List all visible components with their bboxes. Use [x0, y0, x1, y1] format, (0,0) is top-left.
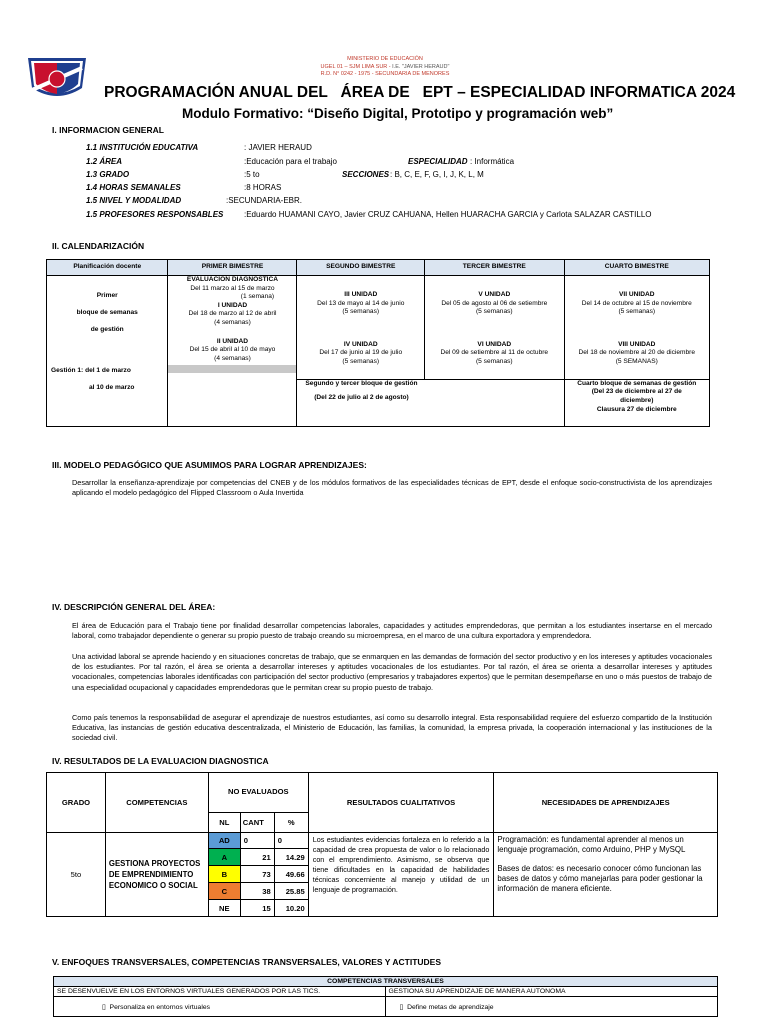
second-bimester-cell — [297, 276, 425, 380]
competency-cell: GESTIONA PROYECTOS DE EMPRENDIMIENTO ECONOMICO O SOCIAL — [105, 833, 208, 917]
info-value: :5 to — [244, 170, 260, 179]
info-label: 1.3 GRADO — [86, 170, 130, 179]
unit-dates: Del 09 de setiembre al 11 de octubre — [440, 349, 549, 357]
qualitative-results: Los estudiantes evidencias fortaleza en lo referido a la capacidad de crea propuesta de valor o lo relacionado con el emprendimiento. Asimismo, se observa que tiene dificultades en la capacidad de habilidades técnicas concerniente al manejo y utilidad de un lenguaje de programación. — [308, 833, 494, 917]
unit-title: I UNIDAD — [217, 301, 248, 309]
header-grado: GRADO — [47, 773, 106, 833]
section-heading-description: IV. DESCRIPCIÓN GENERAL DEL ÁREA: — [52, 602, 216, 612]
level-pct: 14.29 — [274, 849, 308, 866]
info-label: 1.2 ÁREA — [86, 157, 123, 166]
unit-title: IV UNIDAD — [343, 340, 378, 348]
level-count: 73 — [240, 866, 274, 883]
item-text: Define metas de aprendizaje — [407, 1003, 494, 1011]
section-heading-general-info: I. INFORMACION GENERAL — [52, 125, 164, 135]
school-crest-icon — [22, 54, 92, 102]
checkbox-icon: ▯ — [399, 1003, 404, 1011]
description-paragraph-3: Como país tenemos la responsabilidad de asegurar el aprendizaje de nuestros estudiantes, así como su desarrollo integral. Esta responsabilidad requiere del esfuerzo compartido de la Institución Educativa, las instancias de gestión educativa descentralizada, el Ministerio de Educación, las familias, la comunidad, la empresa privada, la cooperación internacional y las instituciones de la sociedad civil. — [72, 713, 712, 743]
level-ne: NE — [208, 900, 240, 917]
calendar-header-cell: PRIMER BIMESTRE — [168, 260, 297, 276]
level-a: A — [208, 849, 240, 866]
unit-dates: Del 15 de abril al 10 de mayo — [189, 346, 276, 354]
unit-dates: Del 18 de noviembre al 20 de diciembre — [578, 349, 696, 357]
unit-weeks: (4 semanas) — [214, 354, 251, 362]
ugel-text: UGEL 01 – SJM LIMA SUR - — [320, 63, 391, 70]
section-heading-model: III. MODELO PEDAGÓGICO QUE ASUMIMOS PARA LOGRAR APRENDIZAJES: — [52, 460, 367, 470]
section-heading-transversal: V. ENFOQUES TRANSVERSALES, COMPETENCIAS TRANSVERSALES, VALORES Y ACTITUDES — [52, 957, 442, 967]
level-pct: 0 — [274, 833, 308, 849]
level-count: 21 — [240, 849, 274, 866]
header-pct: % — [274, 813, 308, 833]
level-b: B — [208, 866, 240, 883]
planning-line: Primer — [96, 292, 118, 299]
description-paragraph-2: Una actividad laboral se aprende haciendo y en situaciones concretas de trabajo, que se enmarquen en las demandas de formación del sector productivo y en los intereses y aptitudes vocacionales de los estudiantes. Por tal razón, el área se orienta a desarrollar intereses y aptitudes vocacionales de los estudiantes. Por tal razón, el área se orienta a desarrollar intereses y aptitudes vocacionales, competencias laborales identificadas con participación del sector productivo (empresarios y trabajadores expertos) que le permitan desempeñarse en uno o más puestos de trabajo de una especialidad ocupacional y capacidades emprendedoras que le permitan crear su propio puesto de trabajo. — [72, 652, 712, 692]
unit-dates: Del 05 de agosto al 06 de setiembre — [441, 299, 548, 307]
unit-title: VIII UNIDAD — [618, 340, 656, 348]
transversal-table-title: COMPETENCIAS TRANSVERSALES — [54, 977, 718, 987]
info-value: :8 HORAS — [244, 183, 282, 192]
block-title: Cuarto bloque de semanas de gestión — [577, 379, 697, 387]
unit-title: V UNIDAD — [478, 291, 511, 298]
header-nl: NL — [208, 813, 240, 833]
info-value: :Eduardo HUAMANI CAYO, Javier CRUZ CAHUANA, Hellen HUARACHA GARCIA y Carlota SALAZAR CASTILLO — [244, 210, 652, 219]
need-programming: Programación: es fundamental aprender al menos un lenguaje programación, como Arduino, PHP y MySQL — [497, 835, 686, 854]
block-title: Segundo y tercer bloque de gestión — [305, 379, 418, 387]
block-dates: (Del 23 de diciembre al 27 de diciembre) — [591, 388, 682, 404]
unit-dates: Del 14 de octubre al 15 de noviembre — [581, 299, 692, 307]
learning-needs — [494, 833, 718, 917]
planning-cell — [47, 276, 168, 427]
info-label: 1.4 HORAS SEMANALES — [86, 183, 181, 192]
gestion-block-4 — [564, 379, 709, 426]
unit-weeks: (4 semanas) — [214, 318, 251, 326]
level-count: 15 — [240, 900, 274, 917]
info-label: 1.5 PROFESORES RESPONSABLES — [86, 210, 224, 219]
info-value: : JAVIER HERAUD — [244, 143, 312, 152]
ministry-header — [300, 56, 470, 79]
header-necesidades: NECESIDADES DE APRENDIZAJES — [494, 773, 718, 833]
unit-dates: Del 11 marzo al 15 de marzo — [190, 284, 275, 292]
planning-line: al 10 de marzo — [89, 384, 135, 391]
planning-line: bloque de semanas — [76, 309, 138, 316]
specialty-value: : Informática — [470, 157, 515, 166]
section-heading-diagnostic: IV. RESULTADOS DE LA EVALUACION DIAGNOSTICA — [52, 756, 269, 766]
block-closure: Clausura 27 de diciembre — [596, 405, 677, 413]
transversal-right-item — [385, 997, 717, 1017]
unit-dates: Del 17 de junio al 19 de julio — [319, 349, 403, 357]
level-pct: 10.20 — [274, 900, 308, 917]
calendar-table — [46, 259, 710, 427]
info-label: 1.5 NIVEL Y MODALIDAD — [86, 196, 182, 205]
info-label: 1.1 INSTITUCIÓN EDUCATIVA — [86, 143, 199, 152]
level-c: C — [208, 883, 240, 900]
document-subtitle: Modulo Formativo: “Diseño Digital, Prototipo y programación web” — [182, 106, 614, 121]
header-resultados: RESULTADOS CUALITATIVOS — [308, 773, 494, 833]
sections-label: SECCIONES — [342, 170, 390, 179]
transversal-right-title: GESTIONA SU APRENDIZAJE DE MANERA AUTONOMA — [385, 987, 717, 997]
school-name-text: I.E. "JAVIER HERAUD" — [392, 63, 450, 70]
unit-title: II UNIDAD — [216, 337, 249, 345]
resolution-text: R.D. N° 0242 - 1975 - SECUNDARIA DE MENORES — [320, 71, 450, 77]
document-title: PROGRAMACIÓN ANUAL DEL ÁREA DE EPT – ESPECIALIDAD INFORMATICA 2024 — [104, 84, 736, 101]
unit-title: III UNIDAD — [344, 291, 378, 298]
unit-title: EVALUACIÓN DIAGNÓSTICA — [186, 276, 279, 283]
planning-line: de gestión — [90, 326, 124, 333]
calendar-header-cell: TERCER BIMESTRE — [425, 260, 565, 276]
level-pct: 25.85 — [274, 883, 308, 900]
unit-weeks: (5 semanas) — [475, 357, 513, 365]
unit-weeks: (1 semana) — [240, 293, 275, 301]
gray-bar — [168, 365, 296, 373]
description-paragraph-1: El área de Educación para el Trabajo tiene por finalidad desarrollar competencias laborales, capacidades y actitudes emprendedoras, que permitan a los estudiantes insertarse en el mercado laboral, como trabajador dependiente o generar su propio puesto de trabajo creando su microempresa, en el marco de una cultura exportadora y emprendedora. — [72, 621, 712, 641]
unit-dates: Del 18 de marzo al 12 de abril — [188, 310, 277, 318]
calendar-header-cell: Planificación docente — [47, 260, 168, 276]
level-pct: 49.66 — [274, 866, 308, 883]
info-value: :Educación para el trabajo — [244, 157, 337, 166]
unit-weeks: (5 SEMANAS) — [615, 357, 658, 365]
unit-dates: Del 13 de mayo al 14 de junio — [317, 299, 405, 307]
ministry-name: MINISTERIO DE EDUCACIÓN — [347, 56, 423, 62]
sections-value: : B, C, E, F, G, I, J, K, L, M — [390, 170, 484, 179]
section-heading-calendar: II. CALENDARIZACIÓN — [52, 241, 145, 251]
specialty-label: ESPECIALIDAD — [408, 157, 468, 166]
fourth-bimester-cell — [564, 276, 709, 380]
unit-title: VII UNIDAD — [618, 291, 655, 298]
unit-weeks: (5 semanas) — [618, 308, 656, 316]
header-competencias: COMPETENCIAS — [105, 773, 208, 833]
diagnostic-table — [46, 772, 718, 917]
third-bimester-cell — [425, 276, 565, 380]
unit-weeks: (5 semanas) — [475, 308, 513, 316]
level-count: 0 — [240, 833, 274, 849]
transversal-table — [53, 976, 718, 1017]
calendar-header-cell: CUARTO BIMESTRE — [564, 260, 709, 276]
unit-title: VI UNIDAD — [477, 340, 512, 348]
info-value: :SECUNDARIA-EBR. — [226, 196, 303, 205]
level-count: 38 — [240, 883, 274, 900]
grade-cell: 5to — [47, 833, 106, 917]
empty-cell — [168, 379, 297, 426]
block-dates: (Del 22 de julio al 2 de agosto) — [314, 394, 409, 402]
level-ad: AD — [208, 833, 240, 849]
planning-line: Gestión 1: del 1 de marzo — [51, 367, 131, 374]
model-paragraph: Desarrollar la enseñanza-aprendizaje por competencias del CNEB y de los módulos formativos de las especialidades técnicas de EPT, desde el enfoque socio-constructivista de los aprendizajes aplicando el modelo pedagógico del Flipped Classroom o Aula Invertida — [72, 478, 712, 498]
header-cant: CANT — [240, 813, 274, 833]
need-databases: Bases de datos: es necesario conocer cómo funcionan las bases de datos y cómo manejarlas para poder gestionar la información de manera eficiente. — [497, 864, 703, 893]
header-no-evaluados: NO EVALUADOS — [208, 773, 308, 813]
first-bimester-cell — [168, 276, 297, 380]
unit-weeks: (5 semanas) — [342, 308, 380, 316]
item-text: Personaliza en entornos virtuales — [109, 1003, 211, 1011]
checkbox-icon: ▯ — [102, 1003, 106, 1011]
transversal-left-item — [54, 997, 386, 1017]
calendar-header-cell: SEGUNDO BIMESTRE — [297, 260, 425, 276]
gestion-block-2-3 — [297, 379, 564, 426]
transversal-left-title: SE DESENVUELVE EN LOS ENTORNOS VIRTUALES GENERADOS POR LAS TICS. — [54, 987, 386, 997]
unit-weeks: (5 semanas) — [342, 357, 380, 365]
